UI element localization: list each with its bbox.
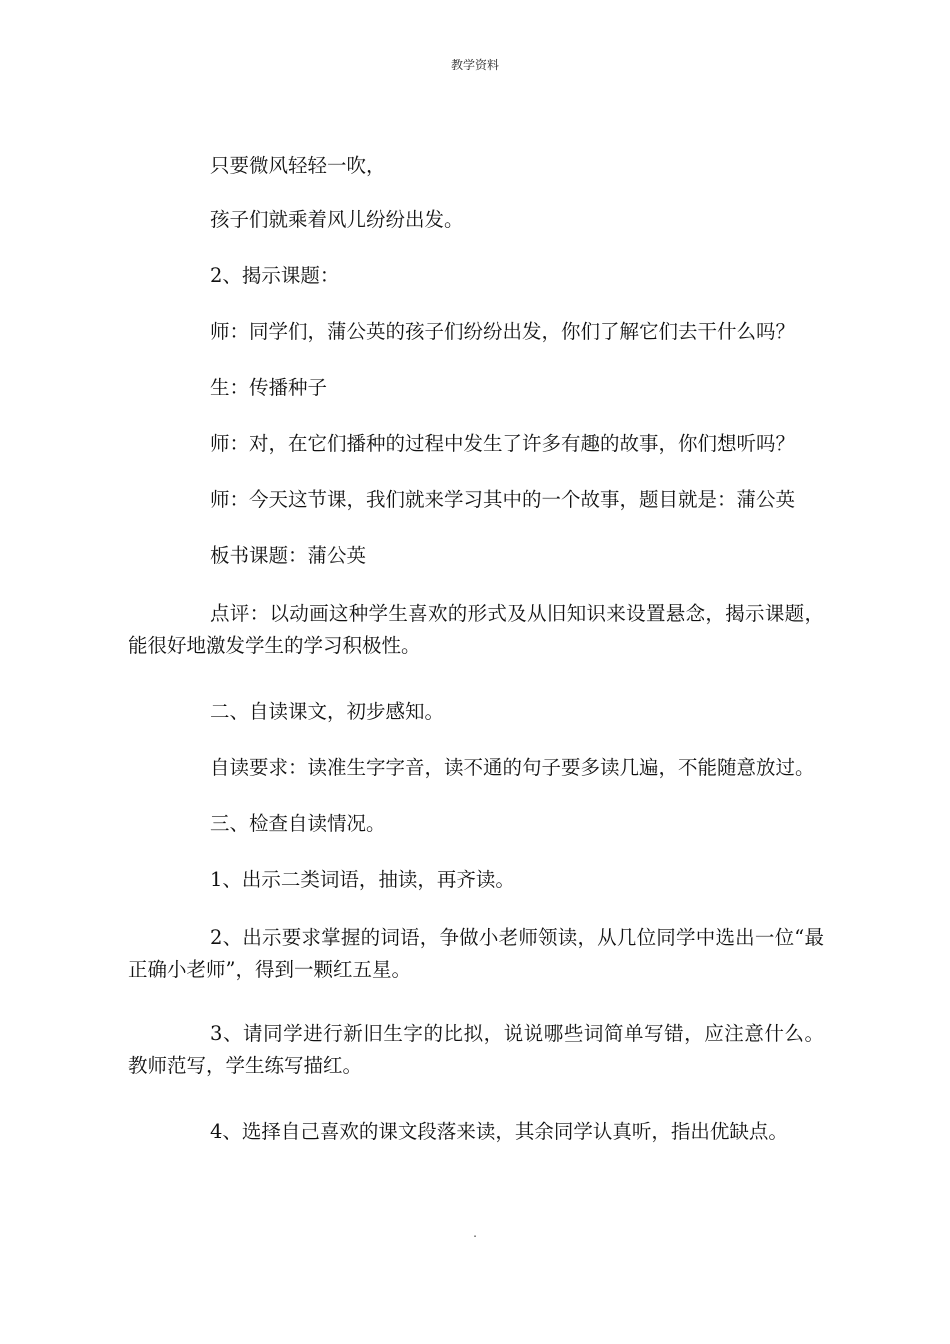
paragraph: 4、选择自己喜欢的课文段落来读，其余同学认真听，指出优缺点。 [210,1120,788,1143]
paragraph: 师：同学们，蒲公英的孩子们纷纷出发，你们了解它们去干什么吗？ [210,320,796,343]
paragraph: 师：对，在它们播种的过程中发生了许多有趣的故事，你们想听吗？ [210,432,796,455]
paragraph: 1、出示二类词语，抽读，再齐读。 [210,868,515,891]
paragraph: 2、揭示课题： [210,264,340,287]
paragraph: 生：传播种子 [210,376,328,399]
paragraph: 3、请同学进行新旧生字的比拟，说说哪些词简单写错，应注意什么。教师范写，学生练写描红。 [128,1022,824,1077]
section-heading: 三、检查自读情况。 [210,812,386,835]
paragraph: 师：今天这节课，我们就来学习其中的一个故事，题目就是：蒲公英 [210,488,796,511]
paragraph: 自读要求：读准生字字音，读不通的句子要多读几遍，不能随意放过。 [210,756,815,779]
paragraph: 2、出示要求掌握的词语，争做小老师领读，从几位同学中选出一位“最正确小老师”，得到一颗红五星。 [128,926,824,981]
paragraph: 孩子们就乘着风儿纷纷出发。 [210,208,464,231]
page-footer: . [473,1226,477,1240]
section-heading: 二、自读课文，初步感知。 [210,700,445,723]
paragraph: 板书课题：蒲公英 [210,544,367,567]
paragraph: 点评：以动画这种学生喜欢的形式及从旧知识来设置悬念，揭示课题，能很好地激发学生的学习积极性。 [128,602,824,657]
paragraph: 只要微风轻轻一吹， [210,154,386,177]
page-header: 教学资料 [450,58,499,72]
